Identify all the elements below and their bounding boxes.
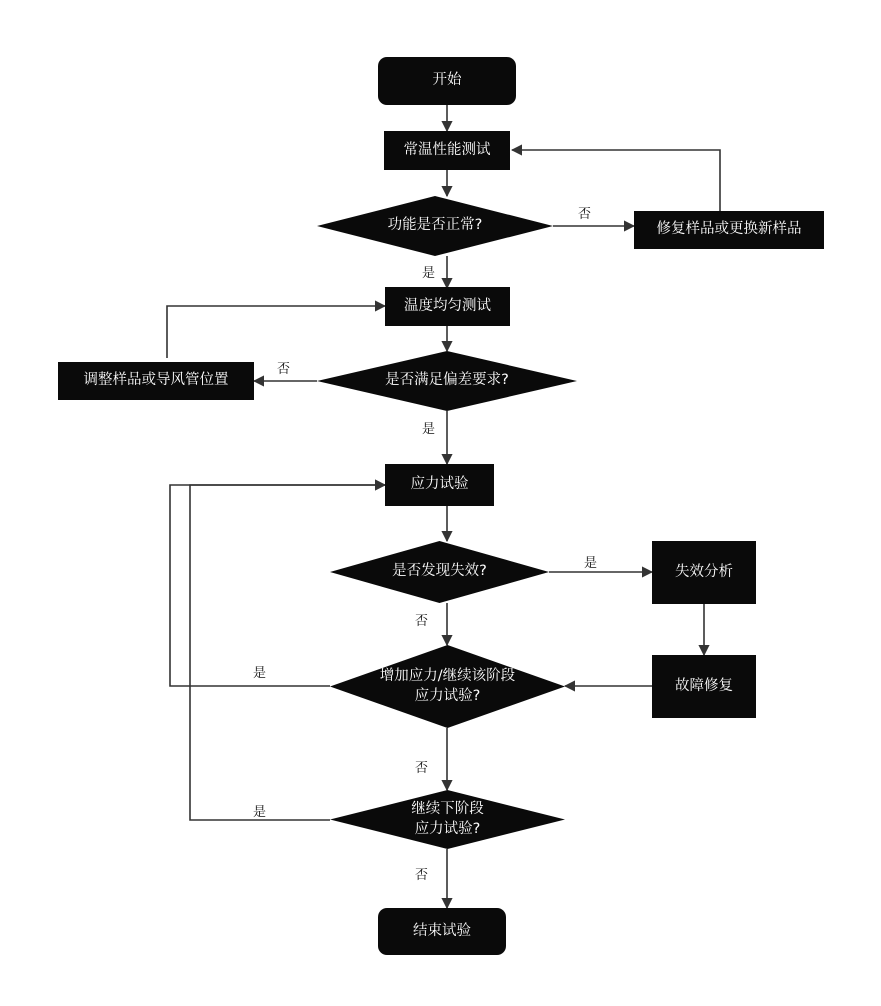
edge-label-increase-yes: 是 xyxy=(253,666,267,681)
node-adjust-sample-label: 调整样品或导风管位置 xyxy=(83,372,229,389)
node-end[interactable] xyxy=(378,908,506,955)
edge-label-function-yes: 是 xyxy=(422,266,436,281)
node-failure-analysis-label: 失效分析 xyxy=(675,563,733,580)
edge-label-tolerance-yes: 是 xyxy=(422,422,436,437)
node-repair-or-replace-label: 修复样品或更换新样品 xyxy=(656,221,802,238)
edge-label-function-no: 否 xyxy=(578,207,592,222)
edge-label-increase-no: 否 xyxy=(415,761,429,776)
edge-label-next-yes: 是 xyxy=(253,805,267,820)
edge-label-tolerance-no: 否 xyxy=(277,362,291,377)
node-start-label: 开始 xyxy=(432,72,462,89)
node-adjust-sample[interactable] xyxy=(58,362,254,400)
node-meets-tolerance[interactable] xyxy=(317,351,577,411)
node-function-ok[interactable] xyxy=(317,196,553,256)
node-increase-stress-label: 增加应力/继续该阶段 应力试验? xyxy=(379,667,516,704)
node-fault-repair[interactable] xyxy=(652,655,756,718)
diamond-shape xyxy=(330,790,565,849)
node-temp-uniform-test-label: 温度均匀测试 xyxy=(404,297,491,314)
diamond-shape xyxy=(330,541,549,603)
node-failure-found[interactable] xyxy=(330,541,549,603)
node-next-stage[interactable] xyxy=(330,790,565,849)
node-next-stage-label: 继续下阶段 应力试验? xyxy=(411,800,484,837)
node-failure-found-label: 是否发现失效? xyxy=(392,563,487,580)
node-meets-tolerance-label: 是否满足偏差要求? xyxy=(385,372,509,389)
node-failure-analysis[interactable] xyxy=(652,541,756,604)
node-room-temp-test[interactable] xyxy=(384,131,510,170)
node-fault-repair-label: 故障修复 xyxy=(675,677,733,694)
diamond-shape xyxy=(317,351,577,411)
node-stress-test[interactable] xyxy=(385,464,494,506)
edge-label-next-no: 否 xyxy=(415,868,429,883)
node-start[interactable] xyxy=(378,57,516,105)
edge-label-failure-no: 否 xyxy=(415,614,429,629)
diamond-shape xyxy=(317,196,553,256)
node-function-ok-label: 功能是否正常? xyxy=(387,217,483,234)
node-increase-stress[interactable] xyxy=(330,645,565,728)
edge-label-failure-yes: 是 xyxy=(584,556,598,571)
node-stress-test-label: 应力试验 xyxy=(410,476,469,493)
node-repair-or-replace[interactable] xyxy=(634,211,824,249)
node-temp-uniform-test[interactable] xyxy=(385,287,510,326)
node-end-label: 结束试验 xyxy=(413,922,471,939)
diamond-shape xyxy=(330,645,565,728)
node-room-temp-test-label: 常温性能测试 xyxy=(403,141,491,158)
